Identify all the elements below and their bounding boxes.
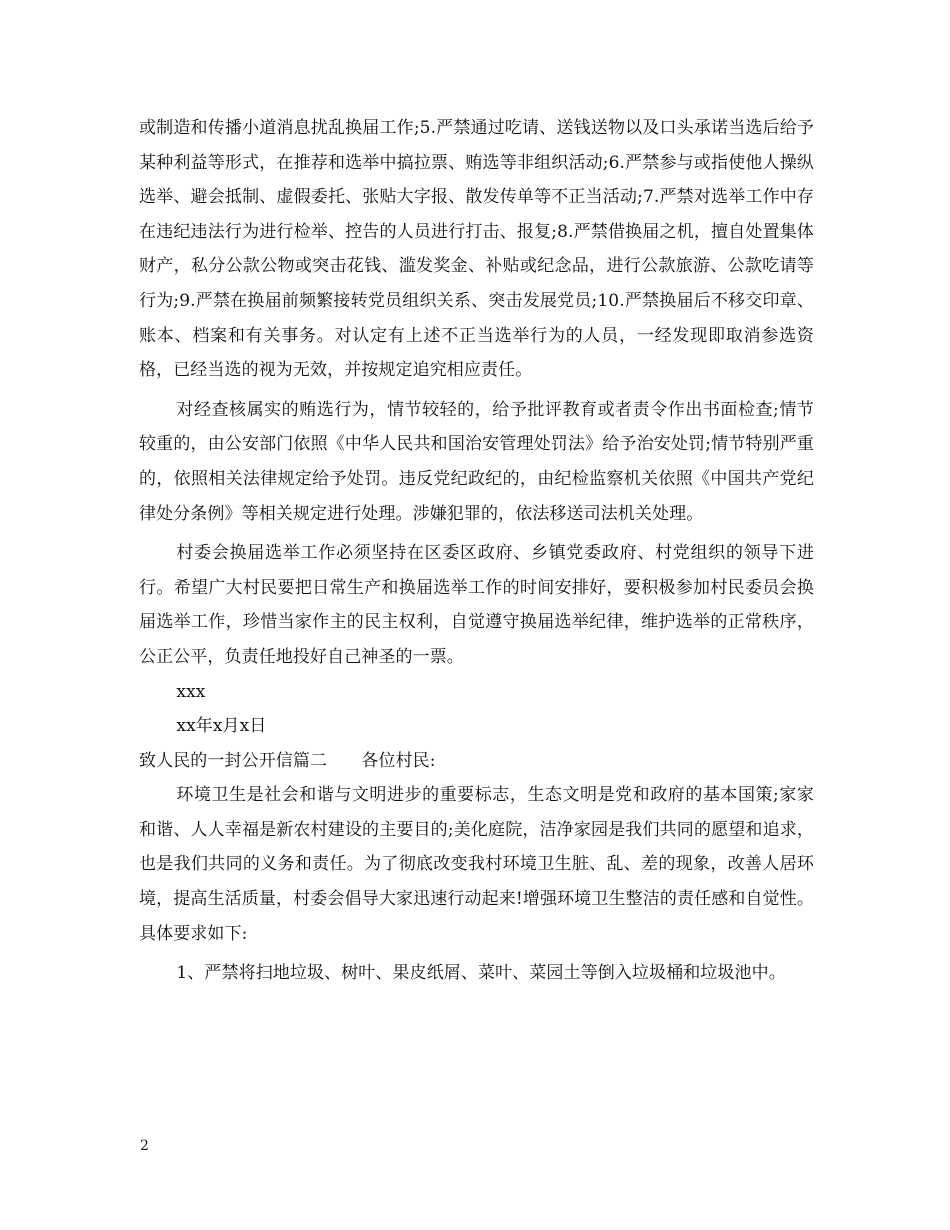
paragraph-penalties: 对经查核属实的贿选行为，情节较轻的，给予批评教育或者责令作出书面检查;情节较重的，由公安部门依照《中华人民共和国治安管理处罚法》给予治安处罚;情节特别严重的，依照相关法律规定给予处罚。违反党纪政纪的，由纪检监察机关依照《中国共产党纪律处分条例》等相关规定进行处理。涉嫌犯罪的，依法移送司法机关处理。 <box>139 399 814 524</box>
paragraph-rules-continued: 或制造和传播小道消息扰乱换届工作;5.严禁通过吃请、送钱送物以及口头承诺当选后给予某种利益等形式，在推荐和选举中搞拉票、贿选等非组织活动;6.严禁参与或指使他人操纵选举、避会抵制、虚假委托、张贴大字报、散发传单等不正当活动;7.严禁对选举工作中存在违纪违法行为进行检举、控告的人员进行打击、报复;8.严禁借换届之机，擅自处置集体财产，私分公款公物或突击花钱、滥发奖金、补贴或纪念品，进行公款旅游、公款吃请等行为;9.严禁在换届前频繁接转党员组织关系、突击发展党员;10.严禁换届后不移交印章、账本、档案和有关事务。对认定有上述不正当选举行为的人员，一经发现即取消参选资格，已经当选的视为无效，并按规定追究相应责任。 <box>139 118 814 381</box>
letter-date: xx年x月x日 <box>176 716 267 737</box>
document-body <box>139 111 814 991</box>
paragraph-environment-intro: 环境卫生是社会和谐与文明进步的重要标志，生态文明是党和政府的基本国策;家家和谐、人人幸福是新农村建设的主要目的;美化庭院，洁净家园是我们共同的愿望和追求，也是我们共同的义务和责任。为了彻底改变我村环境卫生脏、乱、差的现象，改善人居环境，提高生活质量，村委会倡导大家迅速行动起来!增强环境卫生整洁的责任感和自觉性。具体要求如下: <box>139 785 814 944</box>
signature: xxx <box>176 681 206 702</box>
paragraph-election-appeal: 村委会换届选举工作必须坚持在区委区政府、乡镇党委政府、村党组织的领导下进行。希望广大村民要把日常生产和换届选举工作的时间安排好，要积极参加村民委员会换届选举工作，珍惜当家作主的民主权利，自觉遵守换届选举纪律，维护选举的正常秩序，公正公平，负责任地投好自己神圣的一票。 <box>139 543 814 667</box>
letter2-heading: 致人民的一封公开信篇二 各位村民: <box>139 750 436 771</box>
page-number: 2 <box>140 1138 149 1154</box>
paragraph-rule-1: 1、严禁将扫地垃圾、树叶、果皮纸屑、菜叶、菜园土等倒入垃圾桶和垃圾池中。 <box>176 963 786 984</box>
